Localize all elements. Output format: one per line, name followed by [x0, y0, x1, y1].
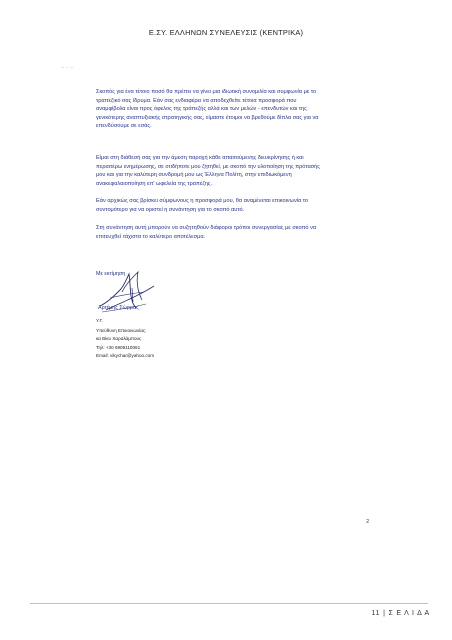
inner-page-number: 2: [366, 519, 369, 525]
postscript-label: Υ.Γ.: [96, 318, 104, 323]
paragraph-line: μου και για την καλύτερη συνδρομή μου ως Έλληνα Πολίτη, στην επιδιωκόμενη: [96, 172, 292, 178]
paragraph-1: [96, 88, 382, 131]
paragraph-line: περαιτέρω ενημέρωσης, σε οτιδήποτε μου ζητηθεί, με σκοπό την υλοποίηση της πρότασής: [96, 163, 320, 170]
page-header: Ε.ΣΥ. ΕΛΛΗΝΩΝ ΣΥΝΕΛΕΥΣΙΣ (ΚΕΝΤΡΙΚΑ): [148, 28, 304, 37]
paragraph-line: Είμαι στη διάθεσή σας για την άμεση παροχή κάθε απαιτούμενης διευκρίνησης ή και: [96, 155, 304, 161]
closing-salutation: Με εκτίμηση: [96, 271, 126, 277]
contact-phone: Τηλ: +30 6909110061: [96, 344, 141, 350]
paragraph-line: Σκοπός για ένα τέτοιο ποσό θα πρέπει να γίνει μια ιδιωτική συνομιλία και συμφωνία με το: [96, 89, 317, 95]
paragraph-line: επενδύσουμε σε εσάς.: [96, 123, 152, 129]
paragraph-line: τραπεζικό σας ίδρυμα. Εάν σας ενδιαφέρει να αποδεχθείτε τέτοια προσφορά που: [96, 97, 297, 104]
paragraph-line: αναμφίβολα είναι προς όφελος της τράπεζής αλλά και των μελών - επενδυτών και της: [96, 106, 307, 112]
paragraph-line: Εάν αρχικώς σας βρίσκει σύμφωνους η προσφορά μου, θα αναμένεται επικοινωνία το: [96, 198, 309, 204]
page-footer: 11 | Σ Ε Λ Ι Δ Α: [371, 610, 430, 617]
paragraph-line: γενικότερης αναπτυξιακής στρατηγικής σας, είμαστε έτοιμοι να βρεθούμε δίπλα σας για να: [96, 114, 319, 121]
signer-name: Αρτέμης Σώρρας: [98, 305, 139, 311]
contact-email: Email: vikychar@yahoo.com: [96, 353, 155, 359]
paragraph-4: [96, 224, 382, 241]
footer-divider: [30, 603, 428, 604]
contact-title: Υπεύθυνη Επικοινωνίας:: [96, 328, 147, 333]
paragraph-line: Στη συνάντηση αυτή μπορούν να συζητηθούν διάφοροι τρόποι συνεργασίας με σκοπό να: [96, 225, 317, 231]
contact-block: [96, 327, 154, 361]
paragraph-line: ανακεφαλαιοποίηση επ' ωφελεία της τραπέζης.: [96, 180, 213, 187]
scan-speck: [60, 66, 74, 69]
paragraph-3: [96, 197, 382, 214]
contact-name: κα Βίκυ Χαραλάμπους: [96, 336, 142, 342]
paragraph-2: [96, 154, 382, 188]
paragraph-line: συντομότερο για να οριστεί η συνάντηση για το σκοπό αυτό.: [96, 206, 245, 213]
paragraph-line: επιτευχθεί τάχιστα το καλύτερο αποτέλεσμα.: [96, 233, 206, 240]
